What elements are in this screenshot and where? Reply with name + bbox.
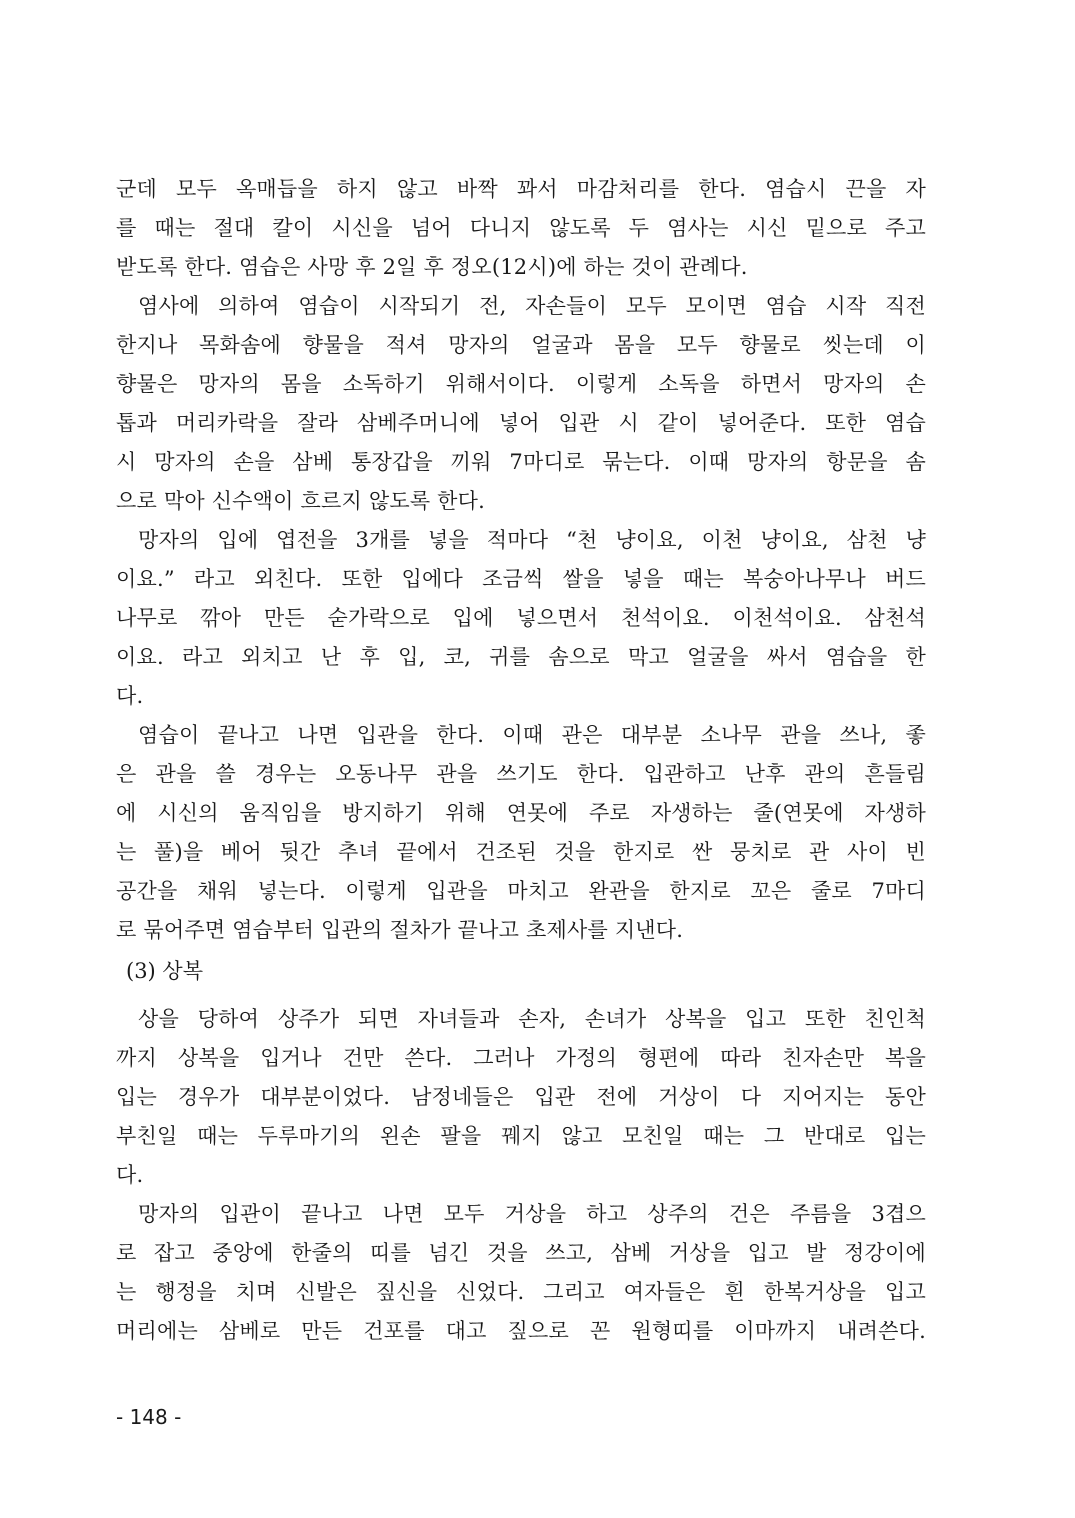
text-line: 로 잡고 중앙에 한줄의 띠를 넘긴 것을 쓰고, 삼베 거상을 입고 발 정강이에 — [116, 1241, 926, 1265]
text-line: 나무로 깎아 만든 숟가락으로 입에 넣으면서 천석이요. 이천석이요. 삼천석 — [116, 606, 926, 630]
body-text-block-2 — [116, 1000, 926, 1351]
text-line: 로 묶어주면 염습부터 입관의 절차가 끝나고 초제사를 지낸다. — [116, 918, 684, 942]
text-line: 다. — [116, 684, 144, 708]
text-line: 망자의 입에 엽전을 3개를 넣을 적마다 “천 냥이요, 이천 냥이요, 삼천 냥 — [138, 528, 926, 552]
text-line: 다. — [116, 1163, 144, 1187]
text-line: 은 관을 쓸 경우는 오동나무 관을 쓰기도 한다. 입관하고 난후 관의 흔들림 — [116, 762, 926, 786]
text-line: 는 풀)을 베어 뒷간 추녀 끝에서 건조된 것을 한지로 싼 뭉치로 관 사이 빈 — [116, 840, 926, 864]
body-text-block-1 — [116, 170, 926, 950]
text-line: 에 시신의 움직임을 방지하기 위해 연못에 주로 자생하는 줄(연못에 자생하 — [116, 801, 926, 825]
page-number: - 148 - — [116, 1405, 182, 1429]
text-line: 부친일 때는 두루마기의 왼손 팔을 꿰지 않고 모친일 때는 그 반대로 입는 — [116, 1124, 926, 1148]
text-line: 입는 경우가 대부분이었다. 남정네들은 입관 전에 거상이 다 지어지는 동안 — [116, 1085, 926, 1109]
text-line: 까지 상복을 입거나 건만 쓴다. 그러나 가정의 형편에 따라 친자손만 복을 — [116, 1046, 926, 1070]
text-line: 으로 막아 신수액이 흐르지 않도록 한다. — [116, 489, 486, 513]
text-line: 염습이 끝나고 나면 입관을 한다. 이때 관은 대부분 소나무 관을 쓰나, 좋 — [138, 723, 926, 747]
text-line: 시 망자의 손을 삼베 통장갑을 끼워 7마디로 묶는다. 이때 망자의 항문을 솜 — [116, 450, 926, 474]
text-line: 염사에 의하여 염습이 시작되기 전, 자손들이 모두 모이면 염습 시작 직전 — [138, 294, 926, 318]
text-line: 상을 당하여 상주가 되면 자녀들과 손자, 손녀가 상복을 입고 또한 친인척 — [138, 1007, 926, 1031]
text-line: 를 때는 절대 칼이 시신을 넘어 다니지 않도록 두 염사는 시신 밑으로 주고 — [116, 216, 926, 240]
text-line: 한지나 목화솜에 향물을 적셔 망자의 얼굴과 몸을 모두 향물로 씻는데 이 — [116, 333, 926, 357]
text-line: 향물은 망자의 몸을 소독하기 위해서이다. 이렇게 소독을 하면서 망자의 손 — [116, 372, 926, 396]
section-heading: (3) 상복 — [126, 959, 203, 983]
text-line: 톱과 머리카락을 잘라 삼베주머니에 넣어 입관 시 같이 넣어준다. 또한 염습 — [116, 411, 926, 435]
text-line: 이요. 라고 외치고 난 후 입, 코, 귀를 솜으로 막고 얼굴을 싸서 염습을 한 — [116, 645, 926, 669]
text-line: 망자의 입관이 끝나고 나면 모두 거상을 하고 상주의 건은 주름을 3겹으 — [138, 1202, 926, 1226]
text-line: 받도록 한다. 염습은 사망 후 2일 후 정오(12시)에 하는 것이 관례다. — [116, 255, 748, 279]
text-line: 군데 모두 옥매듭을 하지 않고 바짝 꽈서 마감처리를 한다. 염습시 끈을 자 — [116, 177, 926, 201]
text-line: 는 행정을 치며 신발은 짚신을 신었다. 그리고 여자들은 흰 한복거상을 입고 — [116, 1280, 926, 1304]
text-line: 공간을 채워 넣는다. 이렇게 입관을 마치고 완관을 한지로 꼬은 줄로 7마디 — [116, 879, 926, 903]
text-line: 이요.” 라고 외친다. 또한 입에다 조금씩 쌀을 넣을 때는 복숭아나무나 버드 — [116, 567, 926, 591]
text-line: 머리에는 삼베로 만든 건포를 대고 짚으로 꼰 원형띠를 이마까지 내려쓴다. — [116, 1319, 926, 1343]
